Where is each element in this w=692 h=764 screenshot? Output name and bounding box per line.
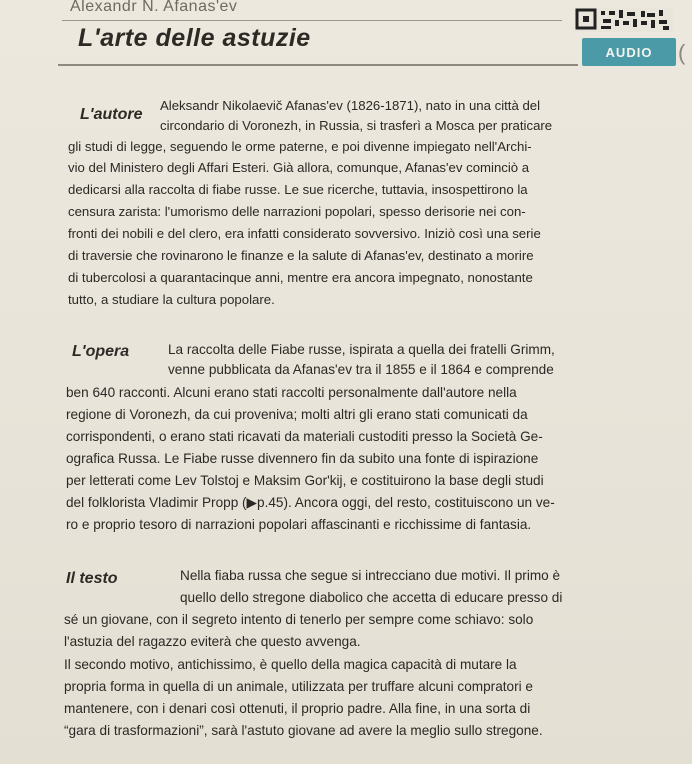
autore-line-1: Aleksandr Nikolaevič Afanas'ev (1826-1871), nato in una città del bbox=[160, 98, 541, 113]
page-title: L'arte delle astuzie bbox=[78, 24, 311, 52]
header-divider bbox=[62, 20, 562, 21]
testo-line-1: Nella fiaba russa che segue si intrecciano due motivi. Il primo è bbox=[180, 568, 561, 583]
testo-line-4: l'astuzia del ragazzo eviterà che questo avvenga. bbox=[64, 634, 361, 649]
page-edge-mark: ( bbox=[678, 40, 686, 65]
testo-line-5: Il secondo motivo, antichissimo, è quello della magica capacità di mutare la bbox=[64, 657, 517, 672]
opera-line-3: ben 640 racconti. Alcuni erano stati raccolti personalmente dall'autore nella bbox=[66, 385, 517, 400]
autore-line-9: di tubercolosi a quarantacinque anni, mentre era ancora impegnato, nonostante bbox=[68, 270, 533, 285]
opera-line-6: ografica Russa. Le Fiabe russe divennero fin da subito una fonte di ispirazione bbox=[66, 451, 539, 466]
running-header-author: Alexandr N. Afanas'ev bbox=[70, 0, 238, 15]
opera-line-4: regione di Voronezh, da cui proveniva; molti altri gli erano stati comunicati da bbox=[66, 407, 528, 422]
autore-line-7: fronti dei nobili e del clero, era infatti considerato sovversivo. Iniziò così una serie bbox=[68, 226, 541, 241]
autore-line-3: gli studi di legge, seguendo le orme paterne, e poi divenne impiegato nell'Archi- bbox=[68, 139, 532, 154]
section-label-testo: Il testo bbox=[66, 570, 118, 587]
section-label-autore: L'autore bbox=[80, 106, 143, 123]
opera-line-8: del folklorista Vladimir Propp (▶p.45). Ancora oggi, del resto, costituiscono un ve- bbox=[66, 495, 555, 510]
autore-line-8: di traversie che rovinarono le finanze e la salute di Afanas'ev, destinato a morire bbox=[68, 248, 534, 263]
opera-line-9: ro e proprio tesoro di narrazioni popolari affascinanti e ricchissime di fantasia. bbox=[66, 517, 532, 532]
testo-line-3: sé un giovane, con il segreto intento di tenerlo per sempre come schiavo: solo bbox=[64, 612, 534, 627]
testo-line-6: propria forma in quella di un animale, utilizzata per truffare alcuni compratori e bbox=[64, 679, 533, 694]
opera-line-2: venne pubblicata da Afanas'ev tra il 1855 e il 1864 e comprende bbox=[168, 362, 554, 377]
testo-line-8: “gara di trasformazioni”, sarà l'astuto giovane ad avere la meglio sullo stregone. bbox=[64, 723, 543, 738]
title-divider bbox=[58, 64, 578, 66]
qr-code-icon[interactable] bbox=[575, 8, 673, 32]
autore-line-10: tutto, a studiare la cultura popolare. bbox=[68, 292, 275, 307]
audio-button[interactable]: AUDIO bbox=[582, 38, 676, 66]
testo-line-2: quello dello stregone diabolico che accetta di educare presso di bbox=[180, 590, 563, 605]
autore-line-4: vio del Ministero degli Affari Esteri. Già allora, comunque, Afanas'ev cominciò a bbox=[68, 160, 530, 175]
section-label-opera: L'opera bbox=[72, 343, 130, 360]
opera-line-5: corrispondenti, o erano stati ricavati da materiali custoditi presso la Società Ge- bbox=[66, 429, 543, 444]
testo-line-7: mantenere, con i denari così ottenuti, il proprio padre. Alla fine, in una sorta di bbox=[64, 701, 531, 716]
opera-line-7: per letterati come Lev Tolstoj e Maksim Gor'kij, e costituirono la base degli studi bbox=[66, 473, 544, 488]
autore-line-2: circondario di Voronezh, in Russia, si trasferì a Mosca per praticare bbox=[160, 118, 553, 133]
autore-line-5: dedicarsi alla raccolta di fiabe russe. Le sue ricerche, tuttavia, insospettirono la bbox=[68, 182, 528, 197]
autore-line-6: censura zarista: l'umorismo delle narrazioni popolari, spesso derisorie nei con- bbox=[68, 204, 526, 219]
opera-line-1: La raccolta delle Fiabe russe, ispirata a quella dei fratelli Grimm, bbox=[168, 342, 555, 357]
